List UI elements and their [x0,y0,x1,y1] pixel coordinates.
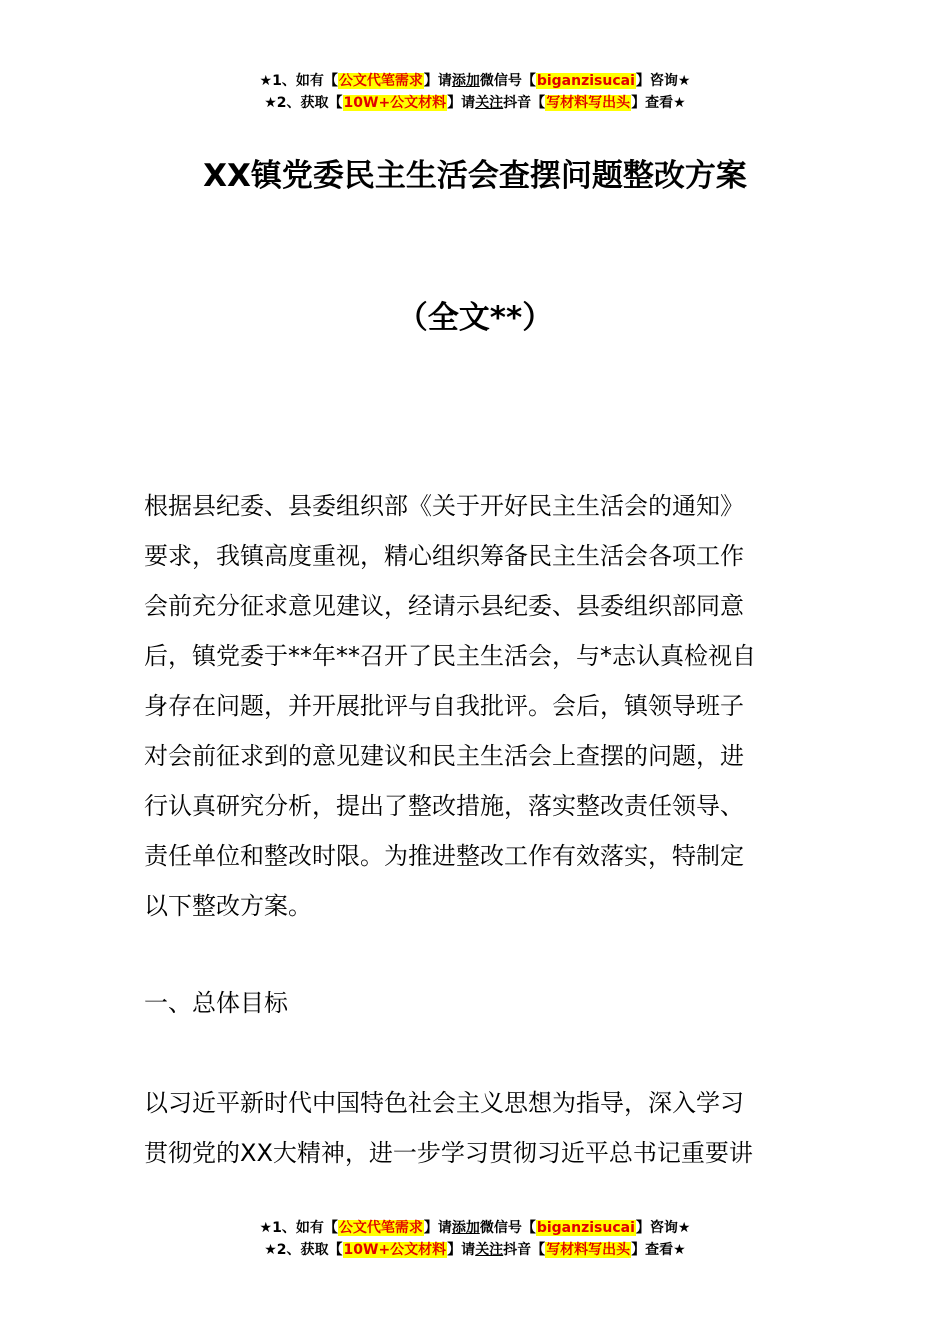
paragraph-intro [144,481,808,931]
promo-text: 】查看★ [631,95,686,111]
promo-underline: 关注 [475,1242,504,1258]
paragraph-line: 要求，我镇高度重视，精心组织筹备民主生活会各项工作 [144,542,744,570]
promo-text: 】咨询★ [635,1220,691,1236]
promo-text: 】咨询★ [635,73,691,89]
promo-line-2 [0,92,950,114]
promo-text: 微信号【 [479,1220,536,1236]
paragraph-line: 行认真研究分析，提出了整改措施，落实整改责任领导、 [144,792,744,820]
promo-text: ★1、如有【 [259,1220,338,1236]
paragraph-line: 身存在问题，并开展批评与自我批评。会后，镇领导班子 [144,692,744,720]
promo-underline: 关注 [475,95,504,111]
paragraph-goal [144,1078,808,1178]
paragraph-line: 对会前征求到的意见建议和民主生活会上查摆的问题，进 [144,742,744,770]
promo-highlight-douyin: 写材料写出头 [546,95,631,111]
promo-text: ★1、如有【 [259,73,338,89]
paragraph-line: 贯彻党的XX大精神，进一步学习贯彻习近平总书记重要讲 [144,1139,753,1167]
promo-highlight-wechat: biganzisucai [536,73,635,89]
promo-banner-bottom [0,1217,950,1261]
promo-highlight-douyin: 写材料写出头 [546,1242,631,1258]
promo-banner-top [0,70,950,114]
promo-text: 抖音【 [503,95,546,111]
promo-line-1 [0,1217,950,1239]
promo-text: 】请 [447,95,476,111]
section-heading-overall-goal: 一、总体目标 [144,989,288,1017]
paragraph-line: 责任单位和整改时限。为推进整改工作有效落实，特制定 [144,842,744,870]
document-title: XX镇党委民主生活会查摆问题整改方案 [203,158,747,194]
promo-highlight: 10W+公文材料 [343,95,447,111]
promo-text: 微信号【 [479,73,536,89]
promo-text: 】请 [423,73,452,89]
promo-text: 抖音【 [503,1242,546,1258]
promo-text: ★2、获取【 [264,1242,343,1258]
promo-highlight-wechat: biganzisucai [536,1220,635,1236]
paragraph-line: 会前充分征求意见建议，经请示县纪委、县委组织部同意 [144,592,744,620]
promo-text: ★2、获取【 [264,95,343,111]
promo-text: 】请 [423,1220,452,1236]
promo-highlight: 公文代笔需求 [338,73,423,89]
document-subtitle: （全文**） [396,300,554,336]
promo-highlight: 公文代笔需求 [338,1220,423,1236]
paragraph-line: 以习近平新时代中国特色社会主义思想为指导，深入学习 [144,1089,744,1117]
paragraph-line: 后，镇党委于**年**召开了民主生活会，与*志认真检视自 [144,642,756,670]
paragraph-line: 以下整改方案。 [144,892,312,920]
promo-highlight: 10W+公文材料 [343,1242,447,1258]
promo-line-1 [0,70,950,92]
promo-underline: 添加 [451,1220,480,1236]
promo-line-2 [0,1239,950,1261]
paragraph-line: 根据县纪委、县委组织部《关于开好民主生活会的通知》 [144,492,744,520]
promo-underline: 添加 [451,73,480,89]
promo-text: 】请 [447,1242,476,1258]
promo-text: 】查看★ [631,1242,686,1258]
